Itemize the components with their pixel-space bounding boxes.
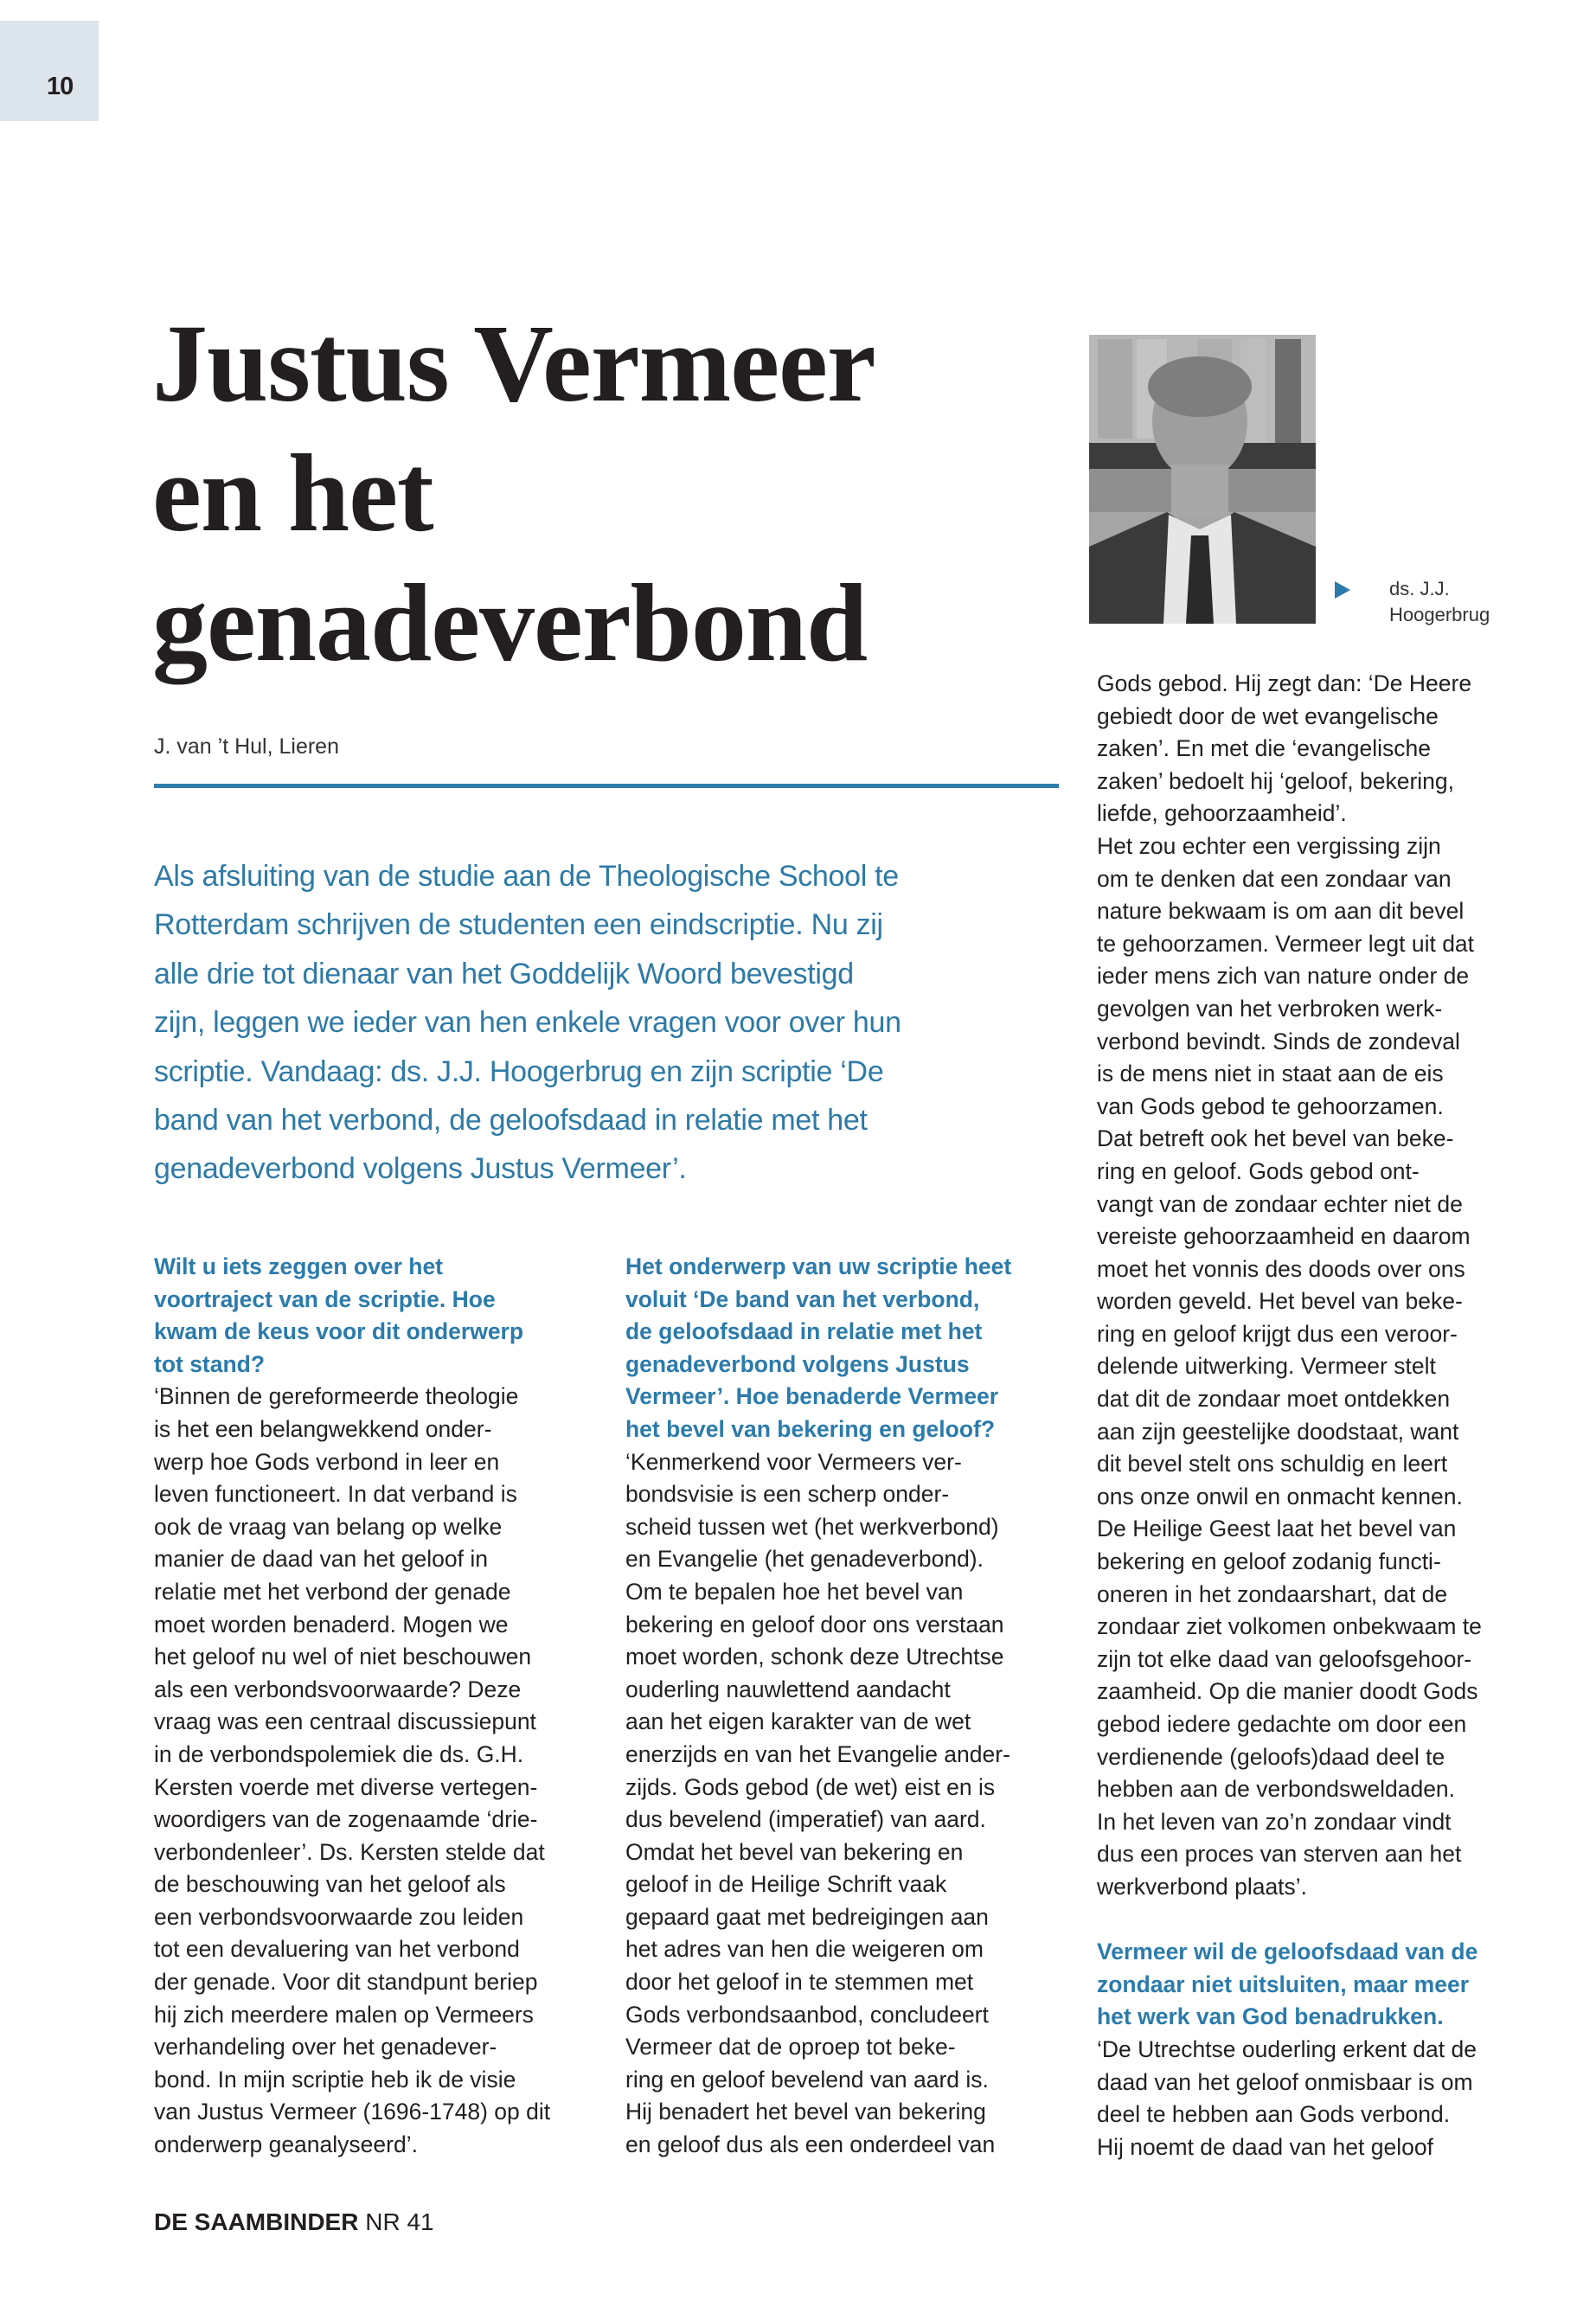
body-line: Gods gebod. Hij zegt dan: ‘De Heere [1097, 670, 1472, 696]
body-line: bekering en geloof zodanig functi- [1097, 1548, 1441, 1575]
body-line: Het zou echter een vergissing zijn [1097, 832, 1441, 859]
intro-paragraph [154, 852, 901, 1194]
title-line: genadeverbond [152, 561, 868, 684]
body-line: ook de vraag van belang op welke [154, 1513, 503, 1540]
issue-number: NR 41 [365, 2208, 434, 2235]
body-line: enerzijds en van het Evangelie ander- [625, 1740, 1010, 1767]
body-line: moet het vonnis des doods over ons [1097, 1255, 1465, 1282]
page-number-tab [0, 21, 99, 121]
heading-line: voortraject van de scriptie. Hoe [154, 1285, 496, 1312]
body-line: moet worden, schonk deze Utrechtse [625, 1644, 1004, 1670]
caption-triangle-icon [1335, 581, 1350, 599]
body-line: tot een devaluering van het verbond [154, 1936, 520, 1963]
body-line: Vermeer dat de oproep tot beke- [625, 2034, 956, 2061]
heading-line: Wilt u iets zeggen over het [154, 1253, 444, 1279]
column-2 [625, 1251, 1067, 2162]
paragraph-gap [1097, 1904, 1538, 1937]
body-line: bondsvisie is een scherp onder- [625, 1481, 950, 1508]
body-line: Dat betreft ook het bevel van beke- [1097, 1125, 1454, 1152]
intro-line: Rotterdam schrijven de studenten een eindscriptie. Nu zij [154, 908, 883, 942]
heading-line: kwam de keus voor dit onderwerp [154, 1318, 524, 1345]
body-line: vraag was een centraal discussiepunt [154, 1708, 536, 1735]
body-line: zondaar ziet volkomen onbekwaam te [1097, 1613, 1482, 1640]
body-line: daad van het geloof onmisbaar is om [1097, 2068, 1473, 2095]
heading-line: het werk van God benadrukken. [1097, 2003, 1444, 2030]
intro-line: Als afsluiting van de studie aan de Theologische School te [154, 860, 899, 893]
body-line: is de mens niet in staat aan de eis [1097, 1061, 1444, 1087]
body-line: hij zich meerdere malen op Vermeers [154, 2001, 534, 2028]
body-line: dus een proces van sterven aan het [1097, 1841, 1462, 1868]
answer-text [1097, 668, 1538, 1904]
portrait-photo [1089, 335, 1316, 624]
body-line: bond. In mijn scriptie heb ik de visie [154, 2066, 516, 2093]
body-line: dat dit de zondaar moet ontdekken [1097, 1386, 1451, 1413]
page-number: 10 [47, 73, 74, 100]
body-line: ‘De Utrechtse ouderling erkent dat de [1097, 2035, 1477, 2062]
byline: J. van ’t Hul, Lieren [154, 734, 339, 759]
heading-line: genadeverbond volgens Justus [625, 1350, 970, 1377]
body-line: verbondenleer’. Ds. Kersten stelde dat [154, 1838, 545, 1865]
body-line: vangt van de zondaar echter niet de [1097, 1190, 1463, 1217]
body-line: verbond bevindt. Sinds de zondeval [1097, 1028, 1460, 1054]
heading-line: de geloofsdaad in relatie met het [625, 1318, 983, 1345]
body-line: te gehoorzamen. Vermeer legt uit dat [1097, 930, 1475, 957]
body-line: en Evangelie (het genadeverbond). [625, 1546, 984, 1573]
body-line: nature bekwaam is om aan dit bevel [1097, 898, 1465, 925]
body-line: scheid tussen wet (het werkverbond) [625, 1513, 999, 1540]
body-line: gevolgen van het verbroken werk- [1097, 995, 1443, 1022]
body-line: in de verbondspolemiek die ds. G.H. [154, 1740, 524, 1767]
body-line: de beschouwing van het geloof als [154, 1871, 506, 1898]
body-line: ring en geloof. Gods gebod ont- [1097, 1157, 1420, 1184]
body-line: vereiste gehoorzaamheid en daarom [1097, 1223, 1471, 1250]
body-line: gepaard gaat met bedreigingen aan [625, 1903, 989, 1930]
body-line: het geloof nu wel of niet beschouwen [154, 1644, 532, 1670]
article-title [152, 298, 875, 688]
question-heading [625, 1251, 1067, 1446]
title-line: Justus Vermeer [152, 302, 875, 425]
footer [154, 2208, 434, 2236]
body-line: Hij noemt de daad van het geloof [1097, 2133, 1433, 2160]
body-line: Om te bepalen hoe het bevel van [625, 1578, 964, 1605]
intro-line: scriptie. Vandaag: ds. J.J. Hoogerbrug en zijn scriptie ‘De [154, 1054, 884, 1088]
body-line: dit bevel stelt ons schuldig en leert [1097, 1451, 1448, 1477]
body-line: geloof in de Heilige Schrift vaak [625, 1871, 947, 1898]
body-line: om te denken dat een zondaar van [1097, 865, 1452, 892]
body-line: gebiedt door de wet evangelische [1097, 702, 1439, 729]
heading-line: het bevel van bekering en geloof? [625, 1415, 996, 1442]
body-line: relatie met het verbond der genade [154, 1578, 511, 1605]
body-line: aan het eigen karakter van de wet [625, 1708, 971, 1735]
body-line: der genade. Voor dit standpunt beriep [154, 1969, 538, 1996]
answer-text [154, 1381, 595, 2161]
magazine-name: DE SAAMBINDER [154, 2208, 359, 2235]
question-heading [154, 1251, 595, 1381]
body-line: is het een belangwekkend onder- [154, 1415, 492, 1442]
body-line: van Gods gebod te gehoorzamen. [1097, 1093, 1444, 1119]
body-line: werp hoe Gods verbond in leer en [154, 1448, 500, 1475]
body-line: ring en geloof krijgt dus een veroor- [1097, 1320, 1458, 1347]
body-line: bekering en geloof door ons verstaan [625, 1611, 1004, 1638]
body-line: oneren in het zondaarshart, dat de [1097, 1580, 1448, 1607]
intro-line: alle drie tot dienaar van het Goddelijk Woord bevestigd [154, 957, 854, 990]
body-line: zaken’. En met die ‘evangelische [1097, 735, 1431, 762]
body-line: een verbondsvoorwaarde zou leiden [154, 1903, 524, 1930]
answer-text [1097, 2034, 1538, 2163]
body-line: zaamheid. Op die manier doodt Gods [1097, 1678, 1478, 1705]
heading-line: Vermeer’. Hoe benaderde Vermeer [625, 1383, 999, 1410]
caption-line: ds. J.J. [1389, 578, 1450, 599]
body-line: zijn tot elke daad van geloofsgehoor- [1097, 1645, 1472, 1672]
body-line: onderwerp geanalyseerd’. [154, 2131, 418, 2158]
body-line: ieder mens zich van nature onder de [1097, 963, 1470, 990]
intro-line: band van het verbond, de geloofsdaad in relatie met het [154, 1104, 868, 1138]
intro-line: zijn, leggen we ieder van hen enkele vragen voor over hun [154, 1006, 901, 1040]
title-divider [154, 784, 1059, 788]
body-line: en geloof dus als een onderdeel van [625, 2131, 996, 2158]
body-line: ‘Kenmerkend voor Vermeers ver- [625, 1448, 962, 1475]
body-line: moet worden benaderd. Mogen we [154, 1611, 509, 1638]
body-line: deel te hebben aan Gods verbond. [1097, 2101, 1451, 2128]
body-line: manier de daad van het geloof in [154, 1546, 488, 1573]
body-line: liefde, gehoorzaamheid’. [1097, 800, 1347, 827]
body-line: aan zijn geestelijke doodstaat, want [1097, 1418, 1459, 1445]
body-line: ring en geloof bevelend van aard is. [625, 2066, 989, 2093]
body-line: zijds. Gods gebod (de wet) eist en is [625, 1773, 996, 1800]
body-line: verhandeling over het genadever- [154, 2034, 497, 2061]
body-line: woordigers van de zogenaamde ‘drie- [154, 1806, 538, 1833]
body-line: worden geveld. Het bevel van beke- [1097, 1288, 1463, 1315]
question-heading [1097, 1936, 1538, 2034]
heading-line: voluit ‘De band van het verbond, [625, 1285, 980, 1312]
photo-caption [1389, 576, 1490, 628]
body-line: als een verbondsvoorwaarde? Deze [154, 1676, 522, 1702]
caption-line: Hoogerbrug [1389, 604, 1490, 625]
body-line: delende uitwerking. Vermeer stelt [1097, 1353, 1436, 1380]
body-line: De Heilige Geest laat het bevel van [1097, 1516, 1457, 1542]
body-line: zaken’ bedoelt hij ‘geloof, bekering, [1097, 767, 1454, 794]
body-line: ouderling nauwlettend aandacht [625, 1676, 951, 1702]
heading-line: tot stand? [154, 1350, 266, 1377]
body-line: Gods verbondsaanbod, concludeert [625, 2001, 989, 2028]
body-line: hebben aan de verbondsweldaden. [1097, 1776, 1456, 1803]
body-line: Kersten voerde met diverse vertegen- [154, 1773, 538, 1800]
body-line: Omdat het bevel van bekering en [625, 1838, 964, 1865]
body-line: leven functioneert. In dat verband is [154, 1481, 517, 1508]
body-line: dus bevelend (imperatief) van aard. [625, 1806, 986, 1833]
body-line: gebod iedere gedachte om door een [1097, 1711, 1467, 1737]
body-line: werkverbond plaats’. [1097, 1873, 1308, 1900]
body-line: door het geloof in te stemmen met [625, 1969, 974, 1996]
body-line: het adres van hen die weigeren om [625, 1936, 984, 1963]
heading-line: zondaar niet uitsluiten, maar meer [1097, 1971, 1470, 1997]
body-line: ‘Binnen de gereformeerde theologie [154, 1383, 519, 1410]
title-line: en het [152, 432, 433, 554]
answer-text [625, 1446, 1067, 2162]
body-line: ons onze onwil en onmacht kennen. [1097, 1483, 1463, 1509]
intro-line: genadeverbond volgens Justus Vermeer’. [154, 1152, 687, 1186]
body-line: In het leven van zo’n zondaar vindt [1097, 1808, 1452, 1835]
column-3 [1097, 668, 1538, 2163]
column-1 [154, 1251, 595, 2162]
body-line: verdienende (geloofs)daad deel te [1097, 1743, 1445, 1770]
heading-line: Vermeer wil de geloofsdaad van de [1097, 1939, 1478, 1965]
body-line: van Justus Vermeer (1696-1748) op dit [154, 2099, 551, 2125]
heading-line: Het onderwerp van uw scriptie heet [625, 1253, 1012, 1279]
body-line: Hij benadert het bevel van bekering [625, 2099, 986, 2125]
